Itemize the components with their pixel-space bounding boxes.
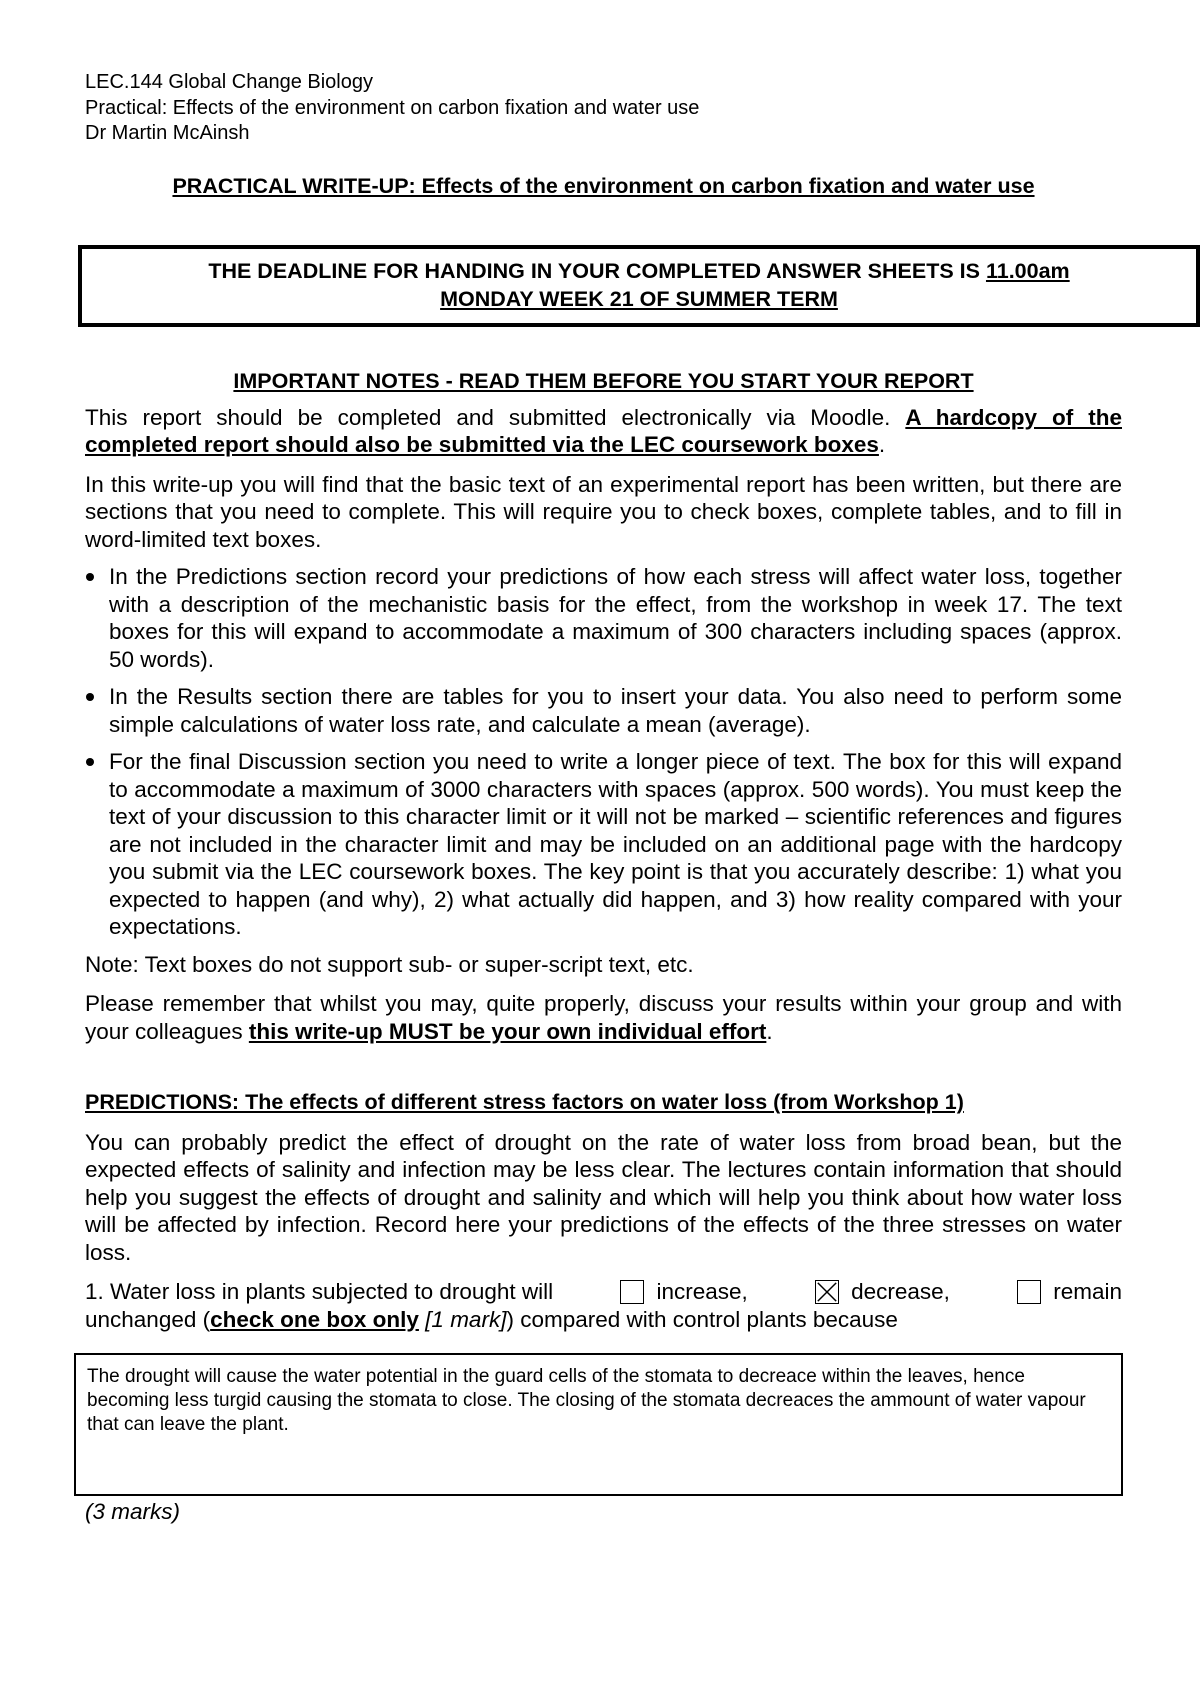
question-1: [85, 1278, 1122, 1333]
notes-bullet-list: [85, 563, 1122, 941]
remain-checkbox[interactable]: [1017, 1280, 1041, 1304]
bullet-predictions: [85, 563, 1122, 673]
submission-end: .: [878, 432, 886, 457]
own-effort-end: .: [766, 1018, 773, 1044]
bullet-results: [85, 683, 1122, 738]
submission-text: This report should be completed and submitted electronically via Moodle.: [85, 404, 906, 430]
bullet-text: In the Results section there are tables for you to insert your data. You also need to perform some simple calculations of water loss rate, and calculate a mean (average).: [109, 684, 1122, 737]
option-decrease: [815, 1278, 950, 1306]
bullet-dot-icon: [86, 693, 94, 701]
unchanged-text: unchanged (: [85, 1306, 211, 1332]
remain-label: remain: [1053, 1279, 1122, 1304]
predictions-heading: PREDICTIONS: The effects of different stress factors on water loss (from Workshop 1): [85, 1090, 964, 1114]
answer-text-box[interactable]: The drought will cause the water potential in the guard cells of the stomata to decreace within the leaves, hence becoming less turgid causing the stomata to close. The closing of the stomata decreaces the ammount of water vapour that can leave the plant.: [74, 1353, 1123, 1496]
bullet-discussion: [85, 748, 1122, 941]
option-increase: [620, 1278, 747, 1306]
document-page: [85, 70, 1122, 1526]
marks-label: (3 marks): [85, 1499, 180, 1524]
question-1-stem: 1. Water loss in plants subjected to drought will: [85, 1279, 554, 1304]
option-remain: [1017, 1278, 1122, 1306]
question-1-line: [85, 1278, 1122, 1306]
bullet-text: In the Predictions section record your predictions of how each stress will affect water loss, together with a description of the mechanistic basis for the effect, from the workshop in week 17. The text boxes for this will expand to accommodate a maximum of 300 characters including spaces (approx. 50 words).: [109, 564, 1122, 672]
decrease-label: decrease,: [851, 1279, 950, 1304]
mark-allocation: [1 mark]: [418, 1306, 507, 1332]
note-line: Note: Text boxes do not support sub- or super-script text, etc.: [85, 951, 694, 977]
deadline-time: 11.00am: [985, 259, 1070, 283]
increase-label: increase,: [656, 1279, 748, 1304]
important-notes-heading: IMPORTANT NOTES - READ THEM BEFORE YOU START YOUR REPORT: [233, 369, 974, 393]
lecturer-line: Dr Martin McAinsh: [85, 122, 250, 144]
predictions-intro: You can probably predict the effect of drought on the rate of water loss from broad bean, but the expected effects of salinity and infection may be less clear. The lectures contain information that should help you suggest the effects of drought and salinity and which will help you think about how water loss will be affected by infection. Record here your predictions of the effects of the three stresses on water loss.: [85, 1129, 1122, 1265]
question-1-line-2: [85, 1306, 1122, 1334]
submission-paragraph: [85, 404, 1122, 459]
question-1-end: ) compared with control plants because: [506, 1306, 898, 1332]
checked-cross-icon: [816, 1281, 838, 1303]
bullet-dot-icon: [86, 758, 94, 766]
document-title: PRACTICAL WRITE-UP: Effects of the environment on carbon fixation and water use: [172, 173, 1035, 198]
bullet-text: For the final Discussion section you need to write a longer piece of text. The box for this will expand to accommodate a maximum of 3000 characters with spaces (approx. 500 words). You must keep the text of your discussion to this character limit or it will not be marked – scientific references and figures are not included in the character limit and may be included on an additional page with the hardcopy you submit via the LEC coursework boxes. The key point is that you accurately describe: 1) what you expected to happen (and why), 2) what actually did happen, and 3) how reality compared with your expectations.: [109, 749, 1122, 939]
own-effort-emphasis: this write-up MUST be your own individual effort: [248, 1018, 767, 1044]
practical-title-line: Practical: Effects of the environment on carbon fixation and water use: [85, 96, 700, 119]
check-one-instruction: check one box only: [210, 1306, 419, 1332]
instructions-paragraph: In this write-up you will find that the basic text of an experimental report has been written, but there are sections that you need to complete. This will require you to check boxes, complete tables, and to fill in word-limited text boxes.: [85, 471, 1122, 552]
bullet-dot-icon: [86, 573, 94, 581]
hardcopy-emphasis: A hardcopy of the completed report should also be submitted via the LEC coursework boxes: [85, 404, 1122, 457]
increase-checkbox[interactable]: [620, 1280, 644, 1304]
decrease-checkbox[interactable]: [815, 1280, 839, 1304]
course-code-line: LEC.144 Global Change Biology: [85, 71, 373, 93]
deadline-box: [78, 245, 1200, 327]
deadline-day: MONDAY WEEK 21 OF SUMMER TERM: [440, 287, 838, 311]
own-effort-text: Please remember that whilst you may, quite properly, discuss your results within your group and with your colleagues: [85, 991, 1122, 1044]
deadline-text: THE DEADLINE FOR HANDING IN YOUR COMPLETED ANSWER SHEETS IS: [208, 259, 986, 283]
own-effort-paragraph: [85, 990, 1122, 1045]
